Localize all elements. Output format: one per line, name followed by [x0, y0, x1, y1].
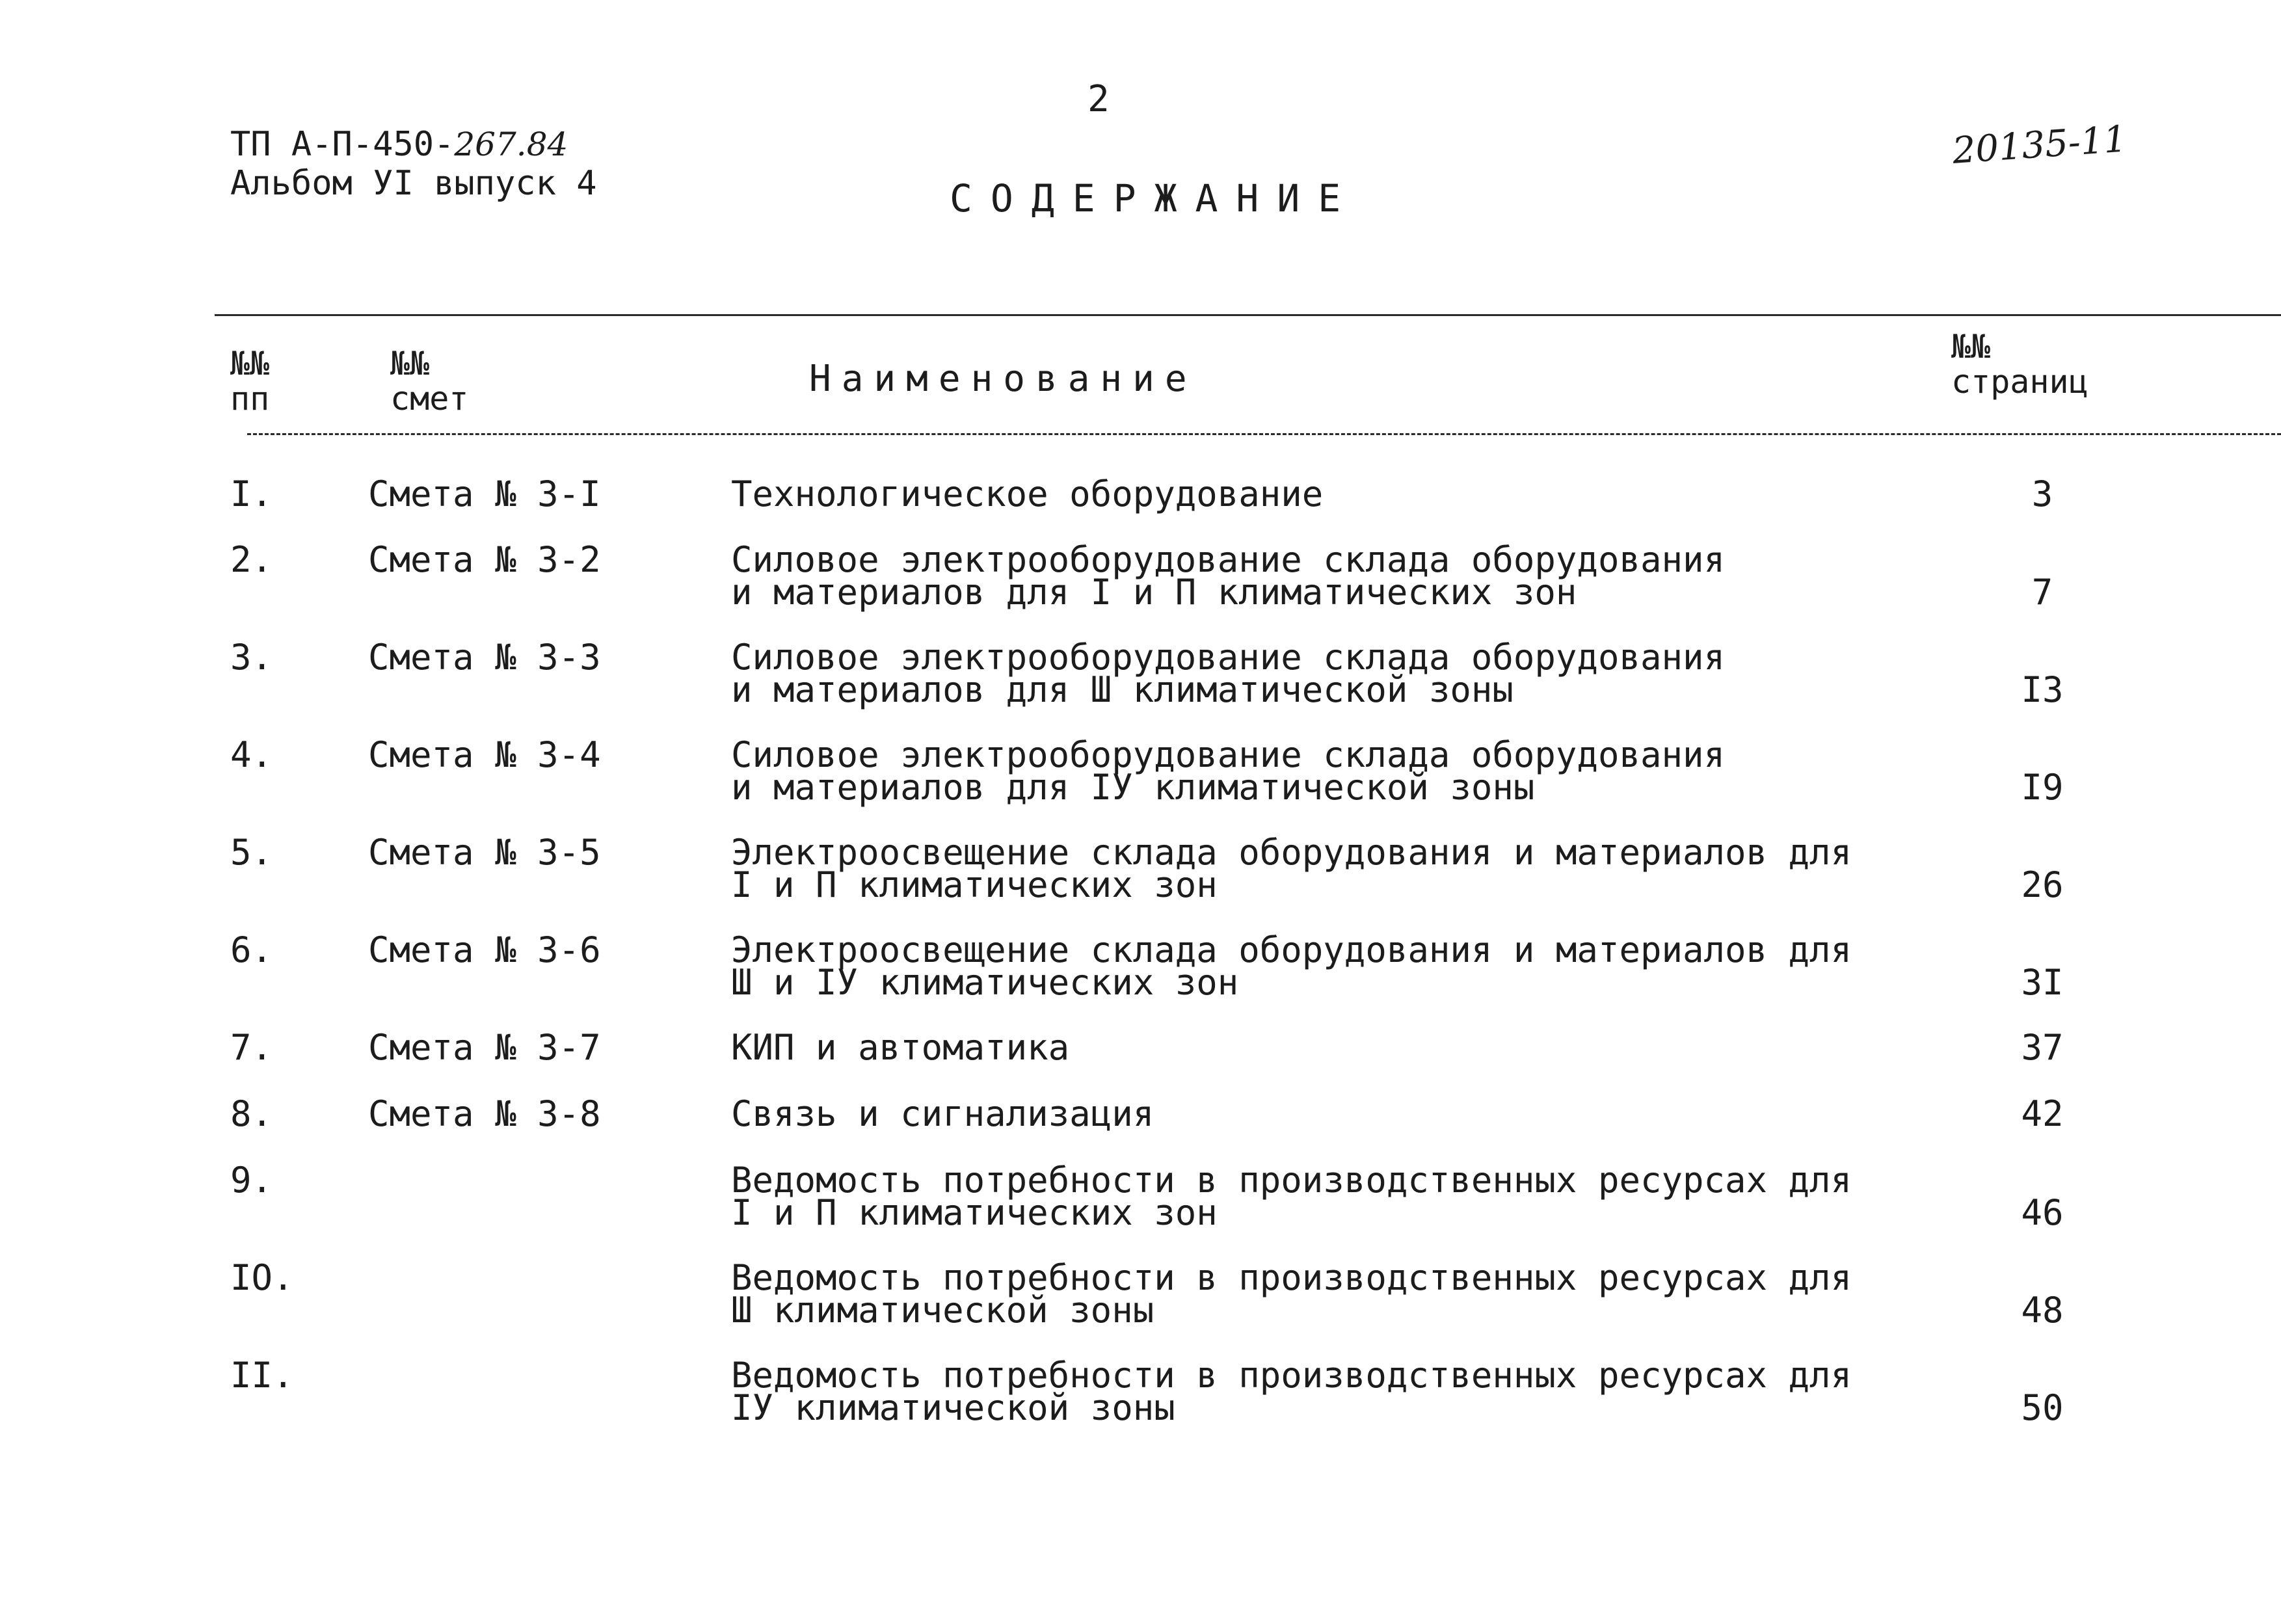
row-page: 46 — [2021, 1192, 2064, 1233]
row-number: 4. — [230, 734, 273, 775]
row-page: I9 — [2021, 767, 2064, 808]
row-name-line2: I и П климатических зон — [731, 864, 1218, 905]
row-estimate: Смета № 3-3 — [368, 637, 601, 678]
column-header-pages-line1: №№ — [1951, 328, 1991, 366]
column-header-pages-line2: страниц — [1951, 363, 2088, 401]
document-code-handwritten: 267.84 — [454, 126, 568, 163]
row-page: 50 — [2021, 1387, 2064, 1428]
row-number: II. — [230, 1355, 294, 1396]
row-estimate: Смета № 3-2 — [368, 539, 601, 580]
row-page: 7 — [2031, 572, 2053, 613]
row-page: 3 — [2031, 473, 2053, 514]
row-name-line1: Силовое электрооборудование склада оборудования — [731, 637, 1726, 678]
row-page: 48 — [2021, 1290, 2064, 1331]
row-estimate: Смета № 3-8 — [368, 1093, 601, 1134]
row-estimate: Смета № 3-7 — [368, 1027, 601, 1068]
page-title: СОДЕРЖАНИЕ — [950, 176, 1359, 220]
row-number: 3. — [230, 637, 273, 678]
row-page: 3I — [2021, 962, 2064, 1003]
column-header-number-line1: №№ — [230, 345, 270, 382]
row-name-line1: Силовое электрооборудование склада оборудования — [731, 734, 1726, 775]
row-name-line1: КИП и автоматика — [731, 1027, 1070, 1068]
row-name-line1: Электроосвещение склада оборудования и материалов для — [731, 832, 1852, 873]
column-header-name: Наименование — [809, 358, 1197, 400]
column-header-estimate-line2: смет — [390, 380, 469, 418]
row-name-line1: Технологическое оборудование — [731, 473, 1324, 514]
row-number: 8. — [230, 1093, 273, 1134]
row-estimate: Смета № 3-I — [368, 473, 601, 514]
page-number: 2 — [1087, 78, 1110, 120]
album-label: Альбом УI выпуск 4 — [230, 164, 597, 203]
document-code — [230, 124, 568, 165]
document-code-typed: ТП А-П-450- — [230, 125, 455, 164]
row-number: 6. — [230, 929, 273, 970]
row-page: 37 — [2021, 1027, 2064, 1068]
row-name-line2: Ш климатической зоны — [731, 1290, 1154, 1331]
column-header-number-line2: пп — [230, 380, 270, 418]
column-header-estimate-line1: №№ — [390, 345, 430, 382]
row-number: 5. — [230, 832, 273, 873]
row-name-line1: Связь и сигнализация — [731, 1093, 1154, 1134]
row-name-line2: I и П климатических зон — [731, 1192, 1218, 1233]
row-name-line1: Электроосвещение склада оборудования и материалов для — [731, 929, 1852, 970]
row-number: IO. — [230, 1257, 294, 1298]
row-page: I3 — [2021, 669, 2064, 710]
row-number: 2. — [230, 539, 273, 580]
archive-number: 20135-11 — [1951, 118, 2128, 172]
table-top-rule — [215, 314, 2281, 316]
row-name-line2: и материалов для Ш климатической зоны — [731, 669, 1514, 710]
row-page: 42 — [2021, 1093, 2064, 1134]
row-estimate: Смета № 3-4 — [368, 734, 601, 775]
row-name-line2: IУ климатической зоны — [731, 1387, 1175, 1428]
row-estimate: Смета № 3-6 — [368, 929, 601, 970]
table-header-rule — [247, 433, 2281, 435]
row-estimate: Смета № 3-5 — [368, 832, 601, 873]
row-name-line2: Ш и IУ климатических зон — [731, 962, 1239, 1003]
row-name-line1: Силовое электрооборудование склада оборудования — [731, 539, 1726, 580]
column-header-number — [230, 346, 269, 416]
row-number: I. — [230, 473, 273, 514]
column-header-pages — [1951, 329, 2088, 399]
row-number: 9. — [230, 1160, 273, 1201]
row-name-line1: Ведомость потребности в производственных ресурсах для — [731, 1355, 1852, 1396]
column-header-estimate — [390, 346, 468, 416]
row-name-line2: и материалов для I и П климатических зон — [731, 572, 1577, 613]
row-name-line1: Ведомость потребности в производственных ресурсах для — [731, 1257, 1852, 1298]
row-page: 26 — [2021, 864, 2064, 905]
row-name-line2: и материалов для IУ климатической зоны — [731, 767, 1535, 808]
row-name-line1: Ведомость потребности в производственных ресурсах для — [731, 1160, 1852, 1201]
row-number: 7. — [230, 1027, 273, 1068]
